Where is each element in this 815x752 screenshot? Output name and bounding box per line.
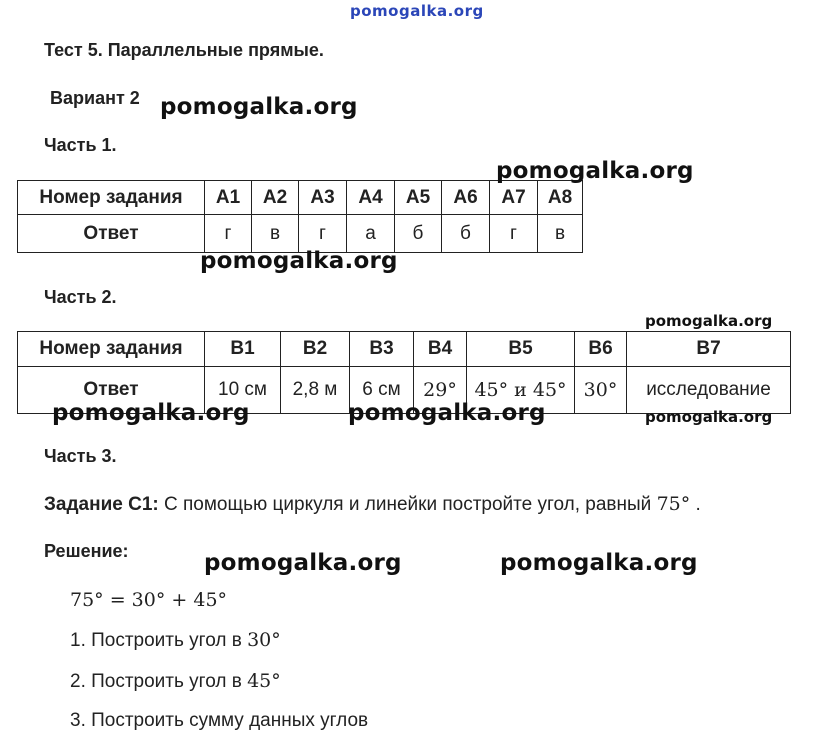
watermark: pomogalka.org [645,312,773,330]
part1-answer-cell: г [299,215,347,253]
part2-answer-cell: 10 см [205,367,281,414]
part1-task-cell: А3 [299,181,347,215]
solution-label: Решение: [44,541,129,561]
part2-answer-cell: 45° и 45° [467,367,575,414]
part2-task-cell: В1 [205,332,281,367]
part1-task-cell: А8 [538,181,583,215]
part3-heading: Часть 3. [44,446,117,466]
part2-answer-cell: исследование [627,367,791,414]
watermark: pomogalka.org [52,400,250,426]
part2-task-cell: В7 [627,332,791,367]
part1-answer-cell: б [442,215,490,253]
part2-answer-cell: 29° [414,367,467,414]
part1-task-cell: А1 [205,181,252,215]
part1-answer-cell: а [347,215,395,253]
part1-answer-cell: в [252,215,299,253]
part1-task-cell: А6 [442,181,490,215]
part1-heading: Часть 1. [44,135,117,155]
task-c1-label: Задание С1: [44,494,159,515]
watermark: pomogalka.org [160,94,358,120]
part2-task-cell: В5 [467,332,575,367]
solution-step [70,670,281,693]
part1-answer-row-label: Ответ [18,215,205,253]
task-c1-angle: 75° [656,493,691,515]
watermark: pomogalka.org [645,408,773,426]
part1-answer-cell: г [490,215,538,253]
solution-step-value: 30° [247,629,281,651]
part1-answer-cell: г [205,215,252,253]
watermark-top: pomogalka.org [350,2,484,20]
part2-answer-row-label: Ответ [18,367,205,414]
watermark: pomogalka.org [500,550,698,576]
task-c1-text: С помощью циркуля и линейки постройте угол, равный [158,494,657,515]
part2-task-cell: В4 [414,332,467,367]
solution-step-text: 3. Построить сумму данных углов [70,710,369,731]
watermark: pomogalka.org [204,550,402,576]
watermark: pomogalka.org [200,248,398,274]
task-c1-end: . [690,494,701,515]
page-title: Тест 5. Параллельные прямые. [44,40,324,60]
part1-answer-cell: б [395,215,442,253]
part2-answer-cell: 2,8 м [281,367,350,414]
part2-task-cell: В6 [575,332,627,367]
part2-answer-cell: 30° [575,367,627,414]
variant-label: Вариант 2 [50,88,140,108]
solution-step-value: 45° [247,670,281,692]
part1-task-row-label: Номер задания [18,181,205,215]
part1-task-row [18,181,583,215]
part1-task-cell: А2 [252,181,299,215]
watermark: pomogalka.org [348,400,546,426]
part2-task-cell: В2 [281,332,350,367]
solution-step [70,709,368,732]
part2-heading: Часть 2. [44,287,117,307]
part1-answer-table [17,180,583,253]
solution-step-text: 1. Построить угол в [70,630,248,651]
watermark: pomogalka.org [496,158,694,184]
solution-step [70,629,281,652]
part1-answer-row [18,215,583,253]
part1-task-cell: А5 [395,181,442,215]
part1-answer-cell: в [538,215,583,253]
part1-task-cell: А7 [490,181,538,215]
solution-step-text: 2. Построить угол в [70,671,248,692]
part2-task-row-label: Номер задания [18,332,205,367]
part2-answer-cell: 6 см [350,367,414,414]
task-c1 [44,493,701,516]
part2-task-row [18,332,791,367]
part1-task-cell: А4 [347,181,395,215]
solution-equation: 75° = 30° + 45° [70,589,228,611]
part2-task-cell: В3 [350,332,414,367]
